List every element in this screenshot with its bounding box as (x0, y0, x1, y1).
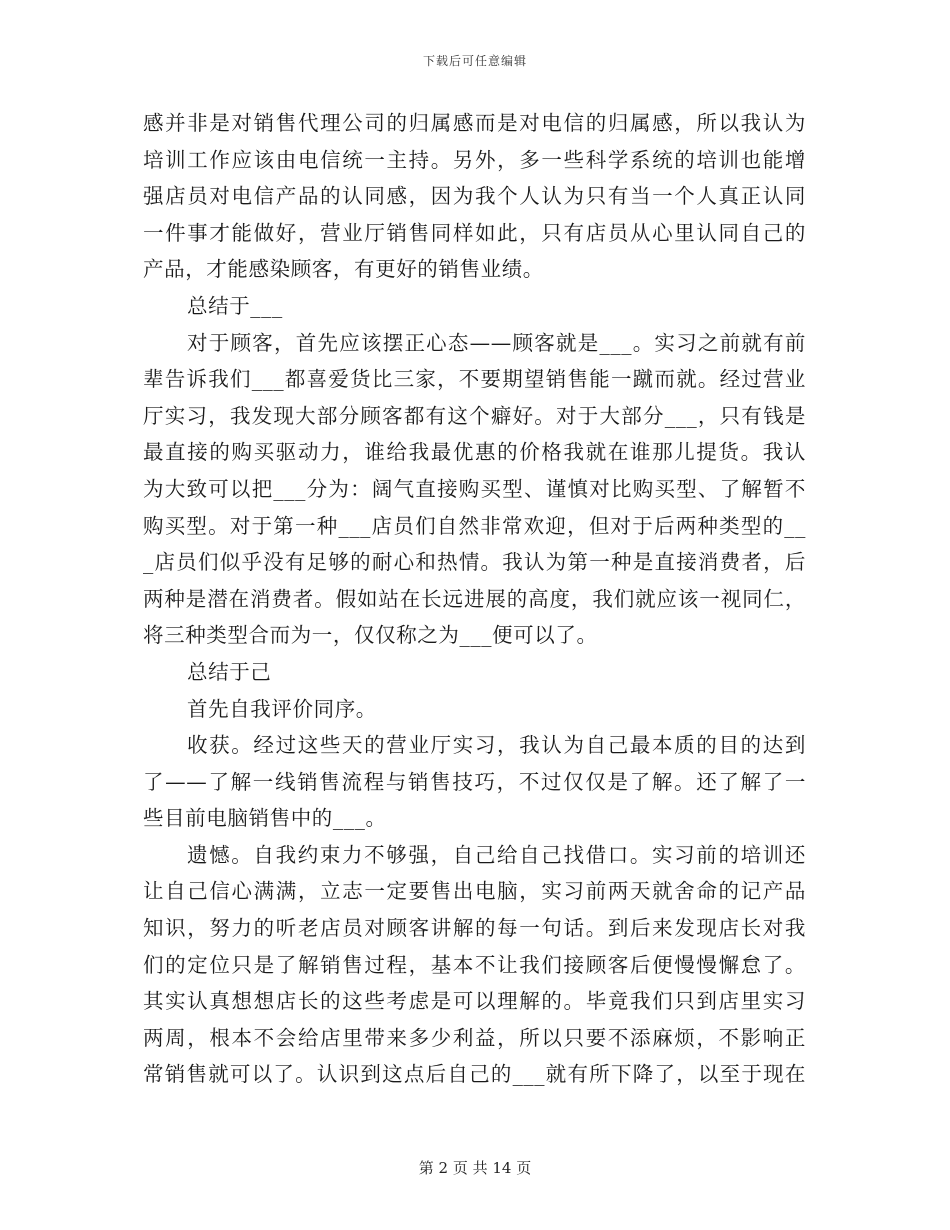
text-line: 们的定位只是了解销售过程，基本不让我们接顾客后便慢慢懈怠了。 (143, 952, 806, 977)
text-line: 产品，才能感染顾客，有更好的销售业绩。 (143, 257, 544, 282)
text-line: 一件事才能做好，营业厅销售同样如此，只有店员从心里认同自己的 (143, 220, 806, 245)
text-line: 总结于___ (187, 293, 283, 318)
text-line: 其实认真想想店长的这些考虑是可以理解的。毕竟我们只到店里实习 (143, 989, 806, 1014)
text-line: 辈告诉我们___都喜爱货比三家，不要期望销售能一蹴而就。经过营业 (143, 367, 806, 392)
text-line: 为大致可以把___分为：阔气直接购买型、谨慎对比购买型、了解暂不 (143, 476, 806, 501)
text-line: 两周，根本不会给店里带来多少利益，所以只要不添麻烦，不影响正 (143, 1025, 806, 1050)
text-line: _店员们似乎没有足够的耐心和热情。我认为第一种是直接消费者，后 (143, 550, 806, 575)
text-line: 总结于己 (187, 659, 272, 684)
text-line: 对于顾客，首先应该摆正心态——顾客就是___。实习之前就有前 (187, 330, 806, 355)
text-line: 购买型。对于第一种___店员们自然非常欢迎，但对于后两种类型的__ (143, 513, 806, 538)
text-line: 培训工作应该由电信统一主持。另外，多一些科学系统的培训也能增 (143, 147, 806, 172)
text-line: 收获。经过这些天的营业厅实习，我认为自己最本质的目的达到 (187, 733, 806, 758)
text-line: 首先自我评价同序。 (187, 696, 377, 721)
text-line: 将三种类型合而为一，仅仅称之为___便可以了。 (143, 623, 598, 648)
page-footer: 第 2 页 共 14 页 (418, 1159, 532, 1177)
text-line: 些目前电脑销售中的___。 (143, 806, 387, 831)
document-body (143, 105, 806, 1093)
text-line: 了——了解一线销售流程与销售技巧，不过仅仅是了解。还了解了一 (143, 769, 806, 794)
text-line: 感并非是对销售代理公司的归属感而是对电信的归属感，所以我认为 (143, 111, 806, 135)
text-line: 遗憾。自我约束力不够强，自己给自己找借口。实习前的培训还 (187, 842, 806, 867)
text-line: 厅实习，我发现大部分顾客都有这个癖好。对于大部分___，只有钱是 (143, 403, 806, 428)
text-line: 知识，努力的听老店员对顾客讲解的每一句话。到后来发现店长对我 (143, 916, 806, 941)
text-line: 常销售就可以了。认识到这点后自己的___就有所下降了，以至于现在 (143, 1062, 806, 1087)
text-line: 让自己信心满满，立志一定要售出电脑，实习前两天就舍命的记产品 (143, 879, 806, 904)
text-line: 强店员对电信产品的认同感，因为我个人认为只有当一个人真正认同 (143, 184, 806, 209)
text-line: 最直接的购买驱动力，谁给我最优惠的价格我就在谁那儿提货。我认 (143, 440, 806, 465)
text-line: 两种是潜在消费者。假如站在长远进展的高度，我们就应该一视同仁， (143, 586, 806, 611)
page-header: 下载后可任意编辑 (422, 54, 527, 68)
